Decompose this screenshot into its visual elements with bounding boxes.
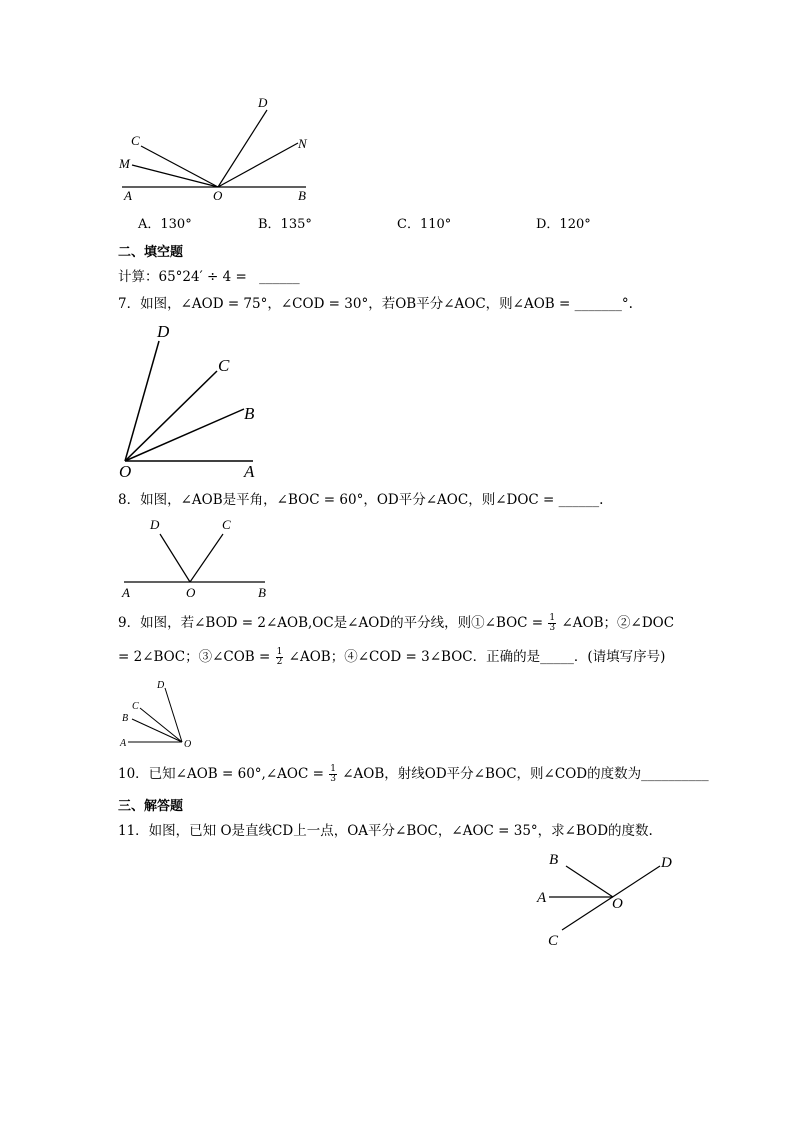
option-d: D．120° [536, 217, 591, 232]
ray-OD [218, 110, 267, 187]
section-heading-solutions: 三、解答题 [118, 799, 184, 814]
label-C: C [548, 933, 559, 949]
label-D: D [258, 95, 268, 110]
fraction: $\frac{1}{3}$ [549, 613, 556, 633]
option-a: A．130° [138, 217, 192, 232]
label-C: C [218, 356, 230, 375]
section-heading-fill-blank: 二、填空题 [118, 245, 184, 260]
question-7: 7．如图，∠AOD = 75°，∠COD = 30°，若OB平分∠AOC，则∠AOB = _______°. [118, 296, 633, 312]
label-A: A [122, 585, 130, 600]
q6-blank: ______ [259, 269, 300, 285]
label-D: D [661, 855, 672, 871]
question-11: 11．如图，已知 O是直线CD上一点，OA平分∠BOC，∠AOC = 35°，求∠BOD的度数. [118, 823, 653, 839]
label-C: C [132, 701, 139, 712]
label-O: O [119, 462, 132, 481]
label-B: B [298, 188, 306, 203]
option-c: C．110° [397, 217, 452, 232]
q9-part-4: ∠AOB；④∠COD = 3∠BOC．正确的是_____．(请填写序号) [288, 649, 666, 665]
label-O: O [186, 585, 196, 600]
question-6 [118, 268, 300, 286]
label-O: O [213, 188, 223, 203]
label-M: M [119, 156, 130, 171]
ray-ON [218, 143, 298, 187]
label-B: B [122, 713, 129, 724]
label-B: B [549, 852, 559, 868]
fraction: $\frac{1}{2}$ [276, 647, 283, 667]
q9-part-2: ∠AOB；②∠DOC [561, 615, 675, 631]
label-C: C [131, 133, 140, 148]
q9-part-1: 9．如图，若∠BOD = 2∠AOB,OC是∠AOD的平分线，则①∠BOC = [118, 615, 544, 631]
label-D: D [150, 517, 160, 532]
label-O: O [612, 896, 623, 912]
label-A: A [120, 738, 127, 749]
q6-text: 计算：65°24′ ÷ 4 = [118, 269, 247, 285]
question-9-line1 [118, 614, 674, 633]
question-8: 8．如图，∠AOB是平角，∠BOC = 60°，OD平分∠AOC，则∠DOC = ______. [118, 492, 604, 508]
label-O: O [184, 739, 192, 750]
label-C: C [222, 517, 231, 532]
label-N: N [298, 136, 307, 151]
q10-part-1: 10．已知∠AOB = 60°,∠AOC = [118, 766, 324, 782]
ray-OM [132, 165, 218, 187]
label-D: D [157, 322, 170, 341]
label-A: A [244, 462, 255, 481]
question-9-line2 [118, 648, 665, 667]
question-10 [118, 765, 709, 784]
fraction: $\frac{1}{3}$ [330, 764, 336, 784]
option-b: B．135° [258, 217, 312, 232]
q9-part-3: = 2∠BOC；③∠COB = [118, 649, 271, 665]
q10-part-2: ∠AOB，射线OD平分∠BOC，则∠COD的度数为__________ [342, 766, 709, 782]
label-D: D [157, 680, 165, 691]
label-B: B [244, 404, 255, 423]
label-B: B [258, 585, 266, 600]
label-A: A [124, 188, 132, 203]
label-A: A [537, 890, 547, 906]
ray-OC [141, 146, 218, 187]
